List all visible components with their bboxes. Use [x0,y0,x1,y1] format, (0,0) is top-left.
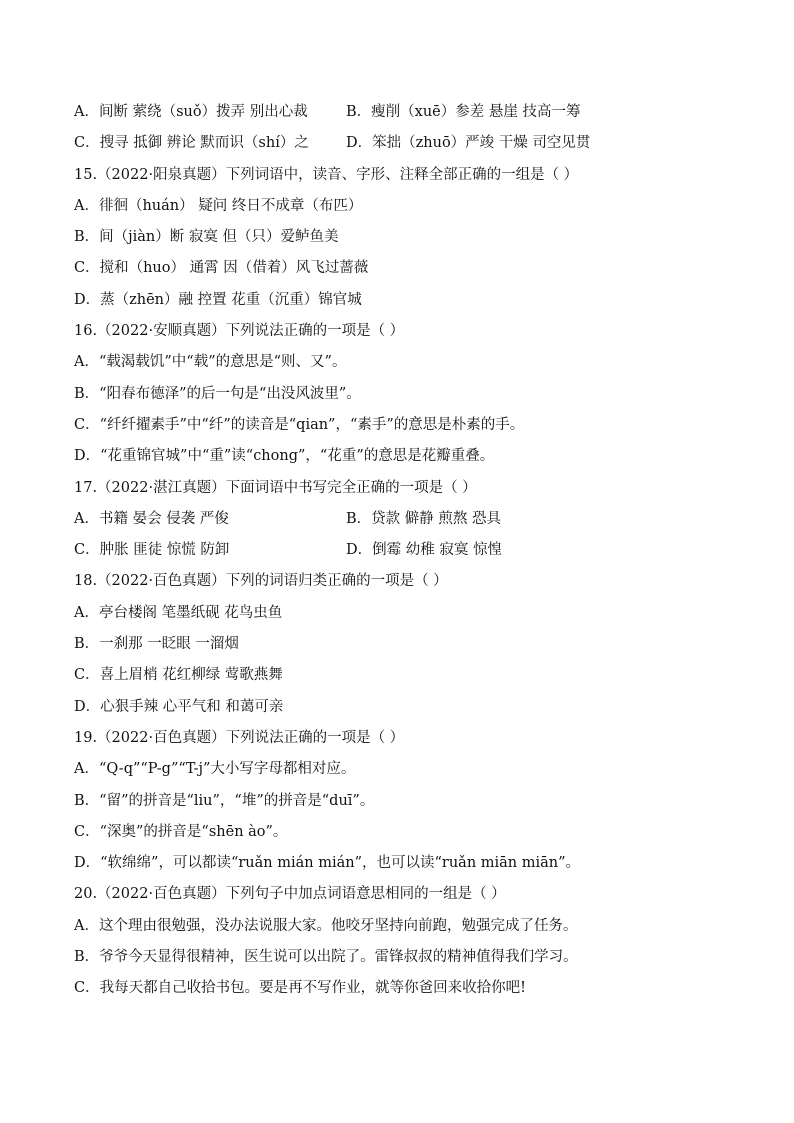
option-c-text: C．搜寻 抵御 辨论 默而识（shí）之 [74,135,309,152]
question-17-option-c: C．肿胀 匪徒 惊慌 防卸 [74,542,230,559]
question-20-option-a: A．这个理由很勉强，没办法说服大家。他咬牙坚持向前跑，勉强完成了任务。 [74,917,578,934]
question-19-option-d: D．“软绵绵”，可以都读“ruǎn mián mián”，也可以读“ruǎn miān miān”。 [74,855,581,872]
question-15-stem: 15.（2022·阳泉真题）下列词语中，读音、字形、注释全部正确的一组是（ ） [74,166,579,183]
question-17-option-b: B．贷款 僻静 煎熬 恐具 [346,510,501,527]
options-line-1 [74,97,734,128]
question-15-option-b: B．间（jiàn）断 寂寞 但（只）爱鲈鱼美 [74,229,339,246]
option-b-text: B．瘦削（xuē）参差 悬崖 技高一筹 [346,104,581,120]
question-18-stem: 18.（2022·百色真题）下列的词语归类正确的一项是（ ） [74,573,448,590]
question-20-option-b: B．爷爷今天显得很精神，医生说可以出院了。雷锋叔叔的精神值得我们学习。 [74,949,578,966]
question-18-option-d: D．心狠手辣 心平气和 和蔼可亲 [74,698,284,715]
question-17-stem: 17.（2022·湛江真题）下面词语中书写完全正确的一项是（ ） [74,479,477,496]
question-19-option-c: C．“深奥”的拼音是“shēn ào”。 [74,823,288,840]
question-17-options-cd [74,535,734,566]
question-19-option-a: A．“Q-q”“P-g”“T-j”大小写字母都相对应。 [74,761,356,778]
option-d-text: D．笨拙（zhuō）严竣 干燥 司空见贯 [346,135,591,152]
question-16-option-c: C．“纤纤擢素手”中“纤”的读音是“qian”，“素手”的意思是朴素的手。 [74,416,525,433]
question-20-stem: 20.（2022·百色真题）下列句子中加点词语意思相同的一组是（ ） [74,886,506,903]
exam-questions [74,97,734,1005]
question-18-option-c: C．喜上眉梢 花红柳绿 莺歌燕舞 [74,667,283,684]
question-20-option-c: C．我每天都自己收拾书包。要是再不写作业，就等你爸回来收拾你吧! [74,980,526,997]
question-19-option-b: B．“留”的拼音是“liu”，“堆”的拼音是“duī”。 [74,792,375,809]
question-18-option-b: B．一刹那 一眨眼 一溜烟 [74,636,239,653]
question-16-option-a: A．“载渴载饥”中“载”的意思是“则、又”。 [74,354,347,371]
question-15-option-c: C．搅和（huo） 通霄 因（借着）风飞过蔷薇 [74,260,369,277]
question-19-stem: 19.（2022·百色真题）下列说法正确的一项是（ ） [74,729,405,746]
question-18-option-a: A．亭台楼阁 笔墨纸砚 花鸟虫鱼 [74,604,283,621]
question-16-option-d: D．“花重锦官城”中“重”读“chong”，“花重”的意思是花瓣重叠。 [74,448,495,465]
question-17-option-a: A．书籍 晏会 侵袭 严俊 [74,510,229,527]
option-a-text: A．间断 萦绕（suǒ）拨弄 别出心裁 [74,104,308,120]
question-16-stem: 16.（2022·安顺真题）下列说法正确的一项是（ ） [74,323,405,340]
question-15-option-d: D．蒸（zhēn）融 控置 花重（沉重）锦官城 [74,291,362,308]
options-line-2 [74,128,734,159]
question-15-option-a: A．徘徊（huán） 疑问 终日不成章（布匹） [74,197,363,214]
question-16-option-b: B．“阳春布德泽”的后一句是“出没风波里”。 [74,385,361,402]
question-17-options-ab [74,504,734,535]
question-17-option-d: D．倒霉 幼稚 寂寞 惊惶 [346,542,502,559]
